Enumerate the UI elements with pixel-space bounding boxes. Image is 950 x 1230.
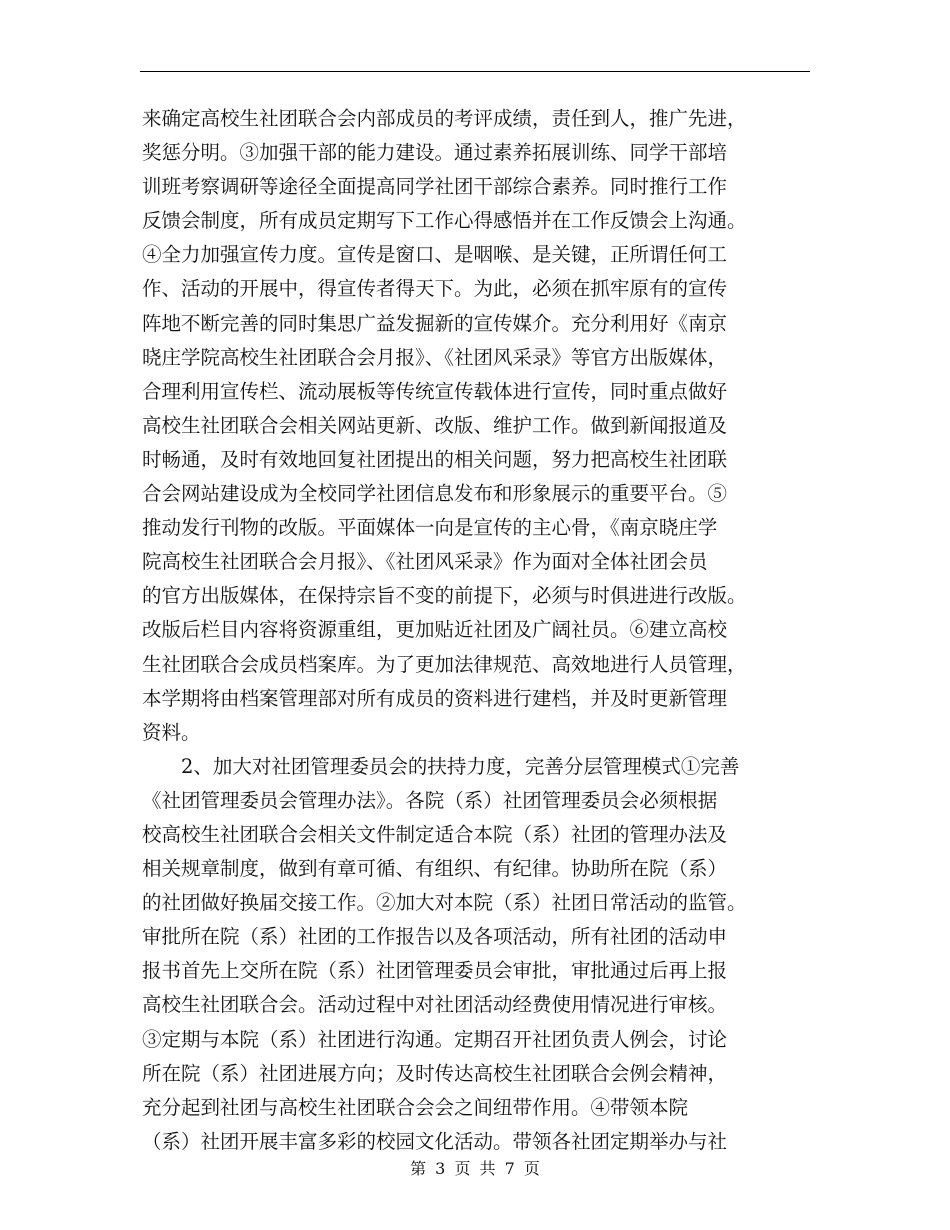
text-line: 校高校生社团联合会相关文件制定适合本院（系）社团的管理办法及: [142, 822, 728, 846]
text-line: 晓庄学院高校生社团联合会月报》、《社团风采录》等官方出版媒体，: [142, 345, 728, 369]
text-line: ④全力加强宣传力度。宣传是窗口、是咽喉、是关键，正所谓任何工: [142, 243, 728, 267]
text-line: 审批所在院（系）社团的工作报告以及各项活动，所有社团的活动申: [142, 925, 728, 949]
text-line: 资料。: [142, 720, 201, 744]
text-line: 高校生社团联合会相关网站更新、改版、维护工作。做到新闻报道及: [142, 413, 728, 437]
text-line: 作、活动的开展中，得宣传者得天下。为此，必须在抓牢原有的宣传: [142, 277, 728, 301]
text-line: 本学期将由档案管理部对所有成员的资料进行建档，并及时更新管理: [142, 686, 728, 710]
page-footer: 第 3 页 共 7 页: [410, 1159, 540, 1178]
text-line: 报书首先上交所在院（系）社团管理委员会审批，审批通过后再上报: [142, 959, 728, 983]
text-line: 相关规章制度，做到有章可循、有组织、有纪律。协助所在院（系）: [142, 857, 728, 881]
text-line: 院高校生社团联合会月报》、《社团风采录》作为面对全体社团会员: [142, 550, 708, 574]
text-line: 改版后栏目内容将资源重组，更加贴近社团及广阔社员。⑥建立高校: [142, 618, 728, 642]
text-line: 高校生社团联合会。活动过程中对社团活动经费使用情况进行审核。: [142, 993, 728, 1017]
text-line: 2、加大对社团管理委员会的扶持力度，完善分层管理模式①完善: [181, 754, 740, 778]
text-line: 反馈会制度，所有成员定期写下工作心得感悟并在工作反馈会上沟通。: [142, 209, 747, 233]
text-line: 《社团管理委员会管理办法》。各院（系）社团管理委员会必须根据: [142, 788, 718, 812]
body-text: [142, 102, 812, 1159]
text-line: 奖惩分明。③加强干部的能力建设。通过素养拓展训练、同学干部培: [142, 141, 728, 165]
text-line: 来确定高校生社团联合会内部成员的考评成绩，责任到人，推广先进，: [142, 107, 747, 130]
text-line: 生社团联合会成员档案库。为了更加法律规范、高效地进行人员管理，: [142, 652, 747, 676]
text-line: 合理利用宣传栏、流动展板等传统宣传载体进行宣传，同时重点做好: [142, 379, 728, 403]
text-line: 阵地不断完善的同时集思广益发掘新的宣传媒介。充分利用好《南京: [142, 311, 728, 335]
text-line: 合会网站建设成为全校同学社团信息发布和形象展示的重要平台。⑤: [142, 482, 728, 506]
text-line: 时畅通，及时有效地回复社团提出的相关问题，努力把高校生社团联: [142, 447, 728, 471]
text-line: （系）社团开展丰富多彩的校园文化活动。带领各社团定期举办与社: [142, 1129, 728, 1153]
text-line: 的官方出版媒体，在保持宗旨不变的前提下，必须与时俱进进行改版。: [142, 584, 747, 608]
text-line: 充分起到社团与高校生社团联合会会之间纽带作用。④带领本院: [142, 1095, 689, 1119]
header-rule: [140, 71, 810, 72]
text-line: ③定期与本院（系）社团进行沟通。定期召开社团负责人例会，讨论: [142, 1027, 728, 1051]
text-line: 的社团做好换届交接工作。②加大对本院（系）社团日常活动的监管。: [142, 891, 747, 915]
text-line: 推动发行刊物的改版。平面媒体一向是宣传的主心骨，《南京晓庄学: [142, 516, 718, 540]
text-line: 训班考察调研等途径全面提高同学社团干部综合素养。同时推行工作: [142, 175, 728, 199]
text-line: 所在院（系）社团进展方向；及时传达高校生社团联合会例会精神，: [142, 1061, 728, 1085]
